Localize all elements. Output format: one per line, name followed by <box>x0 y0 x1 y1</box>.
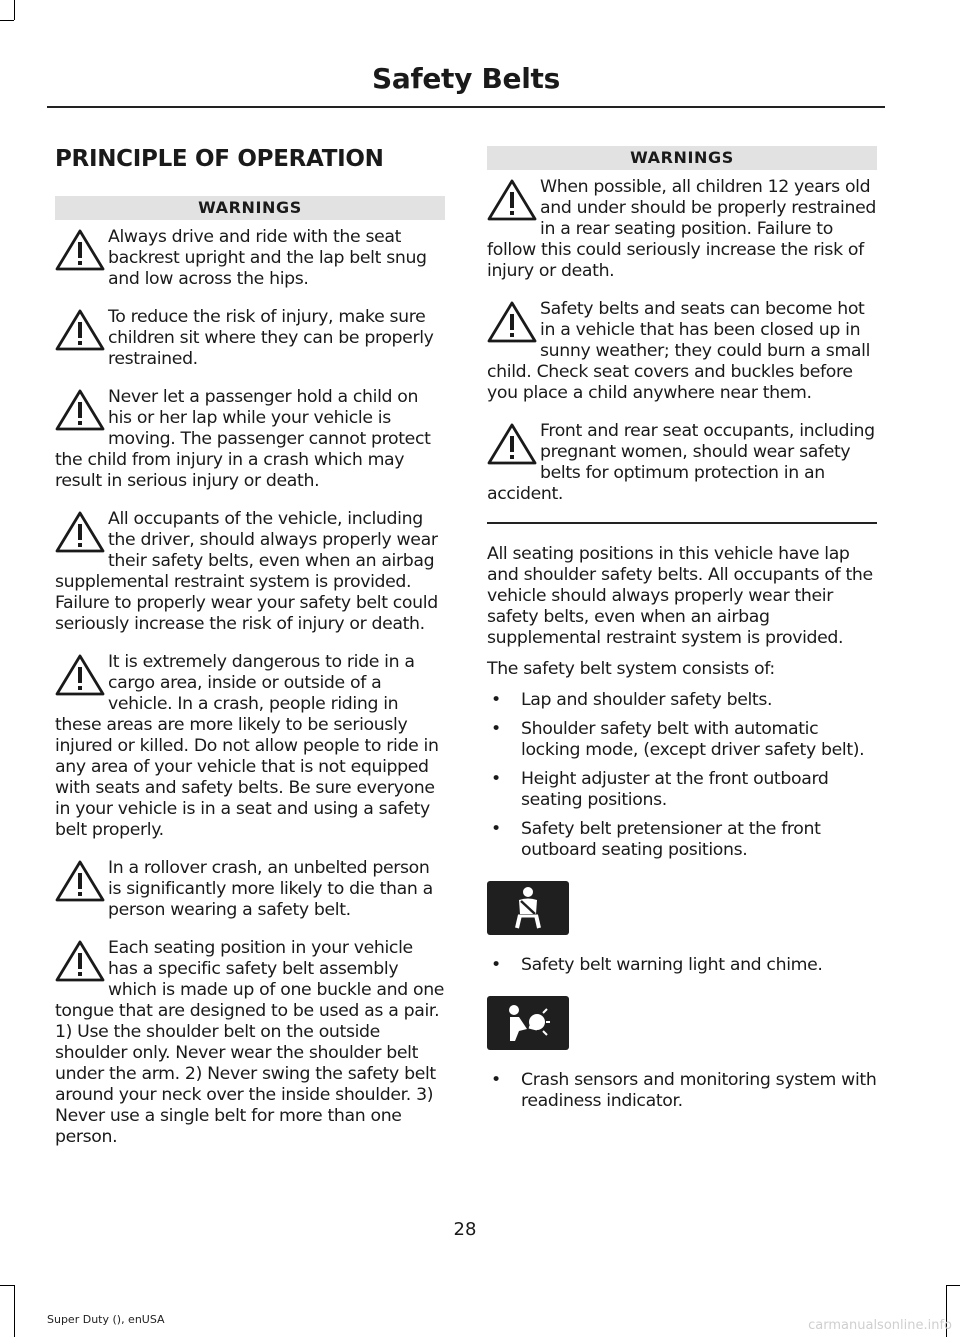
warning-triangle-icon <box>55 229 105 271</box>
warning-triangle-icon <box>55 860 105 902</box>
list-intro: The safety belt system consists of: <box>487 659 775 679</box>
warnings-bar: WARNINGS <box>487 146 877 170</box>
warning-item: Always drive and ride with the seat backrest upright and the lap belt snug and low across the hips. <box>55 227 445 290</box>
system-components-list <box>487 690 877 861</box>
warning-triangle-icon <box>487 301 537 343</box>
warning-item: To reduce the risk of injury, make sure children sit where they can be properly restrained. <box>55 307 445 370</box>
crop-mark <box>0 20 14 21</box>
seatbelt-warning-icon <box>487 881 569 935</box>
list-item: • Lap and shoulder safety belts. <box>491 690 773 710</box>
right-column <box>487 146 877 1120</box>
list-item: • Shoulder safety belt with automatic locking mode, (except driver safety belt). <box>491 719 865 760</box>
page-section-title: Safety Belts <box>372 62 560 95</box>
warnings-bar: WARNINGS <box>55 196 445 220</box>
warning-item: Safety belts and seats can become hot in a vehicle that has been closed up in sunny weather; they could burn a small child. Check seat covers and buckles before you place a child anywhere near them. <box>487 299 871 403</box>
warning-triangle-icon <box>55 389 105 431</box>
crop-mark <box>0 1285 14 1286</box>
warning-item: In a rollover crash, an unbelted person is significantly more likely to die than a person wearing a safety belt. <box>55 858 445 921</box>
crash-sensor-item-list <box>487 1070 877 1112</box>
left-warnings-list <box>55 227 445 1148</box>
warning-triangle-icon <box>55 309 105 351</box>
warning-light-item-list <box>487 955 877 976</box>
watermark: carmanualsonline.info <box>808 1318 952 1333</box>
list-item: • Safety belt pretensioner at the front outboard seating positions. <box>491 819 821 860</box>
intro-paragraph: All seating positions in this vehicle have lap and shoulder safety belts. All occupants of the vehicle should always properly wear their safety belts, even when an airbag supplemental restraint system is provided. <box>487 544 873 648</box>
warning-triangle-icon <box>55 654 105 696</box>
header-rule <box>47 106 885 108</box>
list-item: • Crash sensors and monitoring system with readiness indicator. <box>491 1070 877 1111</box>
warning-triangle-icon <box>487 423 537 465</box>
warning-item: Each seating position in your vehicle has a specific safety belt assembly which is made up of one buckle and one tongue that are designed to be used as a pair. 1) Use the shoulder belt on the outside shoulder only. Never wear the shoulder belt under the arm. 2) Never swing the safety belt around your neck over the inside shoulder. 3) Never use a single belt for more than one person. <box>55 938 445 1147</box>
warnings-end-rule <box>487 522 877 524</box>
warning-item: It is extremely dangerous to ride in a cargo area, inside or outside of a vehicle. In a crash, people riding in these areas are more likely to be seriously injured or killed. Do not allow people to ride in any area of your vehicle that is not equipped with seats and safety belts. Be sure everyone in your vehicle is in a seat and using a safety belt properly. <box>55 652 439 840</box>
warning-item: All occupants of the vehicle, including the driver, should always properly wear their safety belts, even when an airbag supplemental restraint system is provided. Failure to properly wear your safety belt could seriously increase the risk of injury or death. <box>55 509 438 634</box>
crop-mark <box>946 1285 960 1286</box>
page-number: 28 <box>453 1219 477 1240</box>
warning-item: Front and rear seat occupants, including pregnant women, should wear safety belts for optimum protection in an accident. <box>487 421 875 504</box>
airbag-readiness-icon <box>487 996 569 1050</box>
left-column <box>55 146 445 1165</box>
list-item: • Safety belt warning light and chime. <box>491 955 823 975</box>
warning-triangle-icon <box>55 940 105 982</box>
warning-item: Never let a passenger hold a child on his or her lap while your vehicle is moving. The passenger cannot protect the child from injury in a crash which may result in serious injury or death. <box>55 387 431 491</box>
crop-mark <box>14 1285 15 1337</box>
list-item: • Height adjuster at the front outboard seating positions. <box>491 769 829 810</box>
warning-triangle-icon <box>55 511 105 553</box>
right-warnings-list <box>487 177 877 505</box>
footer-edition: Super Duty (), enUSA <box>47 1313 165 1326</box>
crop-mark <box>14 0 15 20</box>
section-heading: PRINCIPLE OF OPERATION <box>55 146 384 172</box>
warning-triangle-icon <box>487 179 537 221</box>
warning-item: When possible, all children 12 years old and under should be properly restrained in a rear seating position. Failure to follow this could seriously increase the risk of injury or death. <box>487 177 876 281</box>
